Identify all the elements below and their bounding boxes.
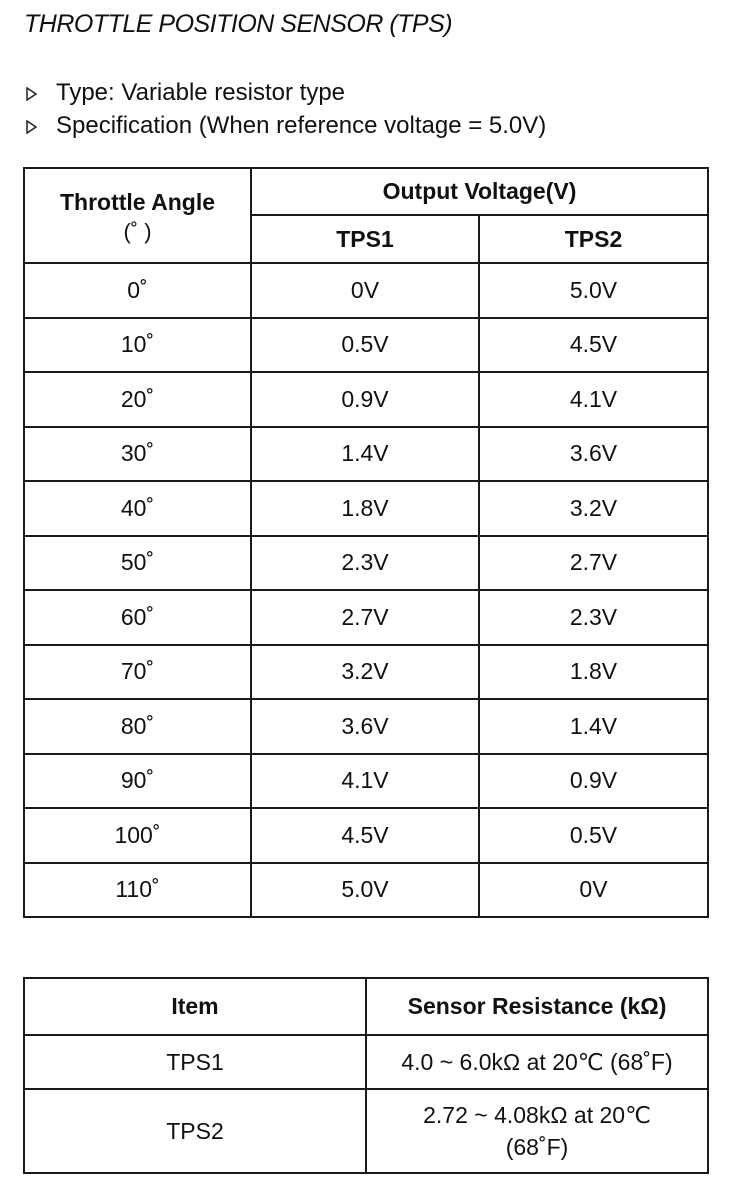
table-row (24, 318, 708, 373)
item-cell: TPS1 (24, 1035, 366, 1089)
throttle-angle-cell: 110˚ (24, 863, 251, 918)
bullet-text: Type: Variable resistor type (56, 79, 346, 106)
tps2-voltage-cell: 0.9V (479, 754, 708, 809)
resistance-cell: 4.0 ~ 6.0kΩ at 20℃ (68˚F) (366, 1035, 708, 1089)
tps2-voltage-cell: 3.2V (479, 481, 708, 536)
tps1-voltage-cell: 4.1V (251, 754, 479, 809)
tps1-voltage-cell: 2.7V (251, 590, 479, 645)
table-row (24, 590, 708, 645)
throttle-angle-cell: 100˚ (24, 808, 251, 863)
bullet-specification (26, 109, 546, 142)
table-row (24, 427, 708, 482)
output-voltage-rows (24, 263, 708, 917)
tps2-voltage-cell: 1.4V (479, 699, 708, 754)
tps2-voltage-cell: 2.7V (479, 536, 708, 591)
tps1-voltage-cell: 2.3V (251, 536, 479, 591)
tps2-voltage-cell: 3.6V (479, 427, 708, 482)
table-row (24, 372, 708, 427)
table-row (24, 863, 708, 918)
throttle-angle-label: Throttle Angle (59, 188, 216, 215)
tps1-voltage-cell: 4.5V (251, 808, 479, 863)
tps2-voltage-cell: 1.8V (479, 645, 708, 700)
sensor-resistance-table (23, 977, 709, 1174)
table-row (24, 536, 708, 591)
tps1-voltage-cell: 0V (251, 263, 479, 318)
output-voltage-header: Output Voltage(V) (251, 168, 708, 215)
table-row (24, 1035, 708, 1089)
throttle-angle-unit: (˚ ) (123, 218, 152, 244)
resistance-line: 2.72 ~ 4.08kΩ at 20℃ (423, 1102, 651, 1128)
throttle-angle-cell: 20˚ (24, 372, 251, 427)
item-header: Item (24, 978, 366, 1035)
throttle-angle-cell: 60˚ (24, 590, 251, 645)
tps1-voltage-cell: 1.8V (251, 481, 479, 536)
throttle-angle-cell: 80˚ (24, 699, 251, 754)
sensor-resistance-header: Sensor Resistance (kΩ) (366, 978, 708, 1035)
tps2-voltage-cell: 2.3V (479, 590, 708, 645)
table-row (24, 1089, 708, 1173)
throttle-angle-cell: 90˚ (24, 754, 251, 809)
throttle-angle-header (24, 168, 251, 263)
tps2-voltage-cell: 5.0V (479, 263, 708, 318)
resistance-cell (366, 1089, 708, 1173)
bullet-type (26, 76, 546, 109)
table-row (24, 699, 708, 754)
triangle-bullet-icon (26, 120, 37, 134)
bullet-list (26, 76, 546, 142)
tps1-voltage-cell: 3.2V (251, 645, 479, 700)
tps1-voltage-cell: 1.4V (251, 427, 479, 482)
throttle-angle-cell: 70˚ (24, 645, 251, 700)
tps1-voltage-cell: 0.9V (251, 372, 479, 427)
table-row (24, 754, 708, 809)
tps1-voltage-cell: 5.0V (251, 863, 479, 918)
throttle-angle-cell: 10˚ (24, 318, 251, 373)
tps2-voltage-cell: 4.1V (479, 372, 708, 427)
item-cell: TPS2 (24, 1089, 366, 1173)
tps2-voltage-cell: 0.5V (479, 808, 708, 863)
table-row (24, 808, 708, 863)
table-row (24, 263, 708, 318)
tps1-voltage-cell: 0.5V (251, 318, 479, 373)
bullet-text: Specification (When reference voltage = 5.0V) (56, 112, 547, 139)
table-row (24, 645, 708, 700)
tps2-column-header: TPS2 (479, 215, 708, 263)
triangle-bullet-icon (26, 87, 37, 101)
table-row (24, 481, 708, 536)
tps2-voltage-cell: 4.5V (479, 318, 708, 373)
page-title: THROTTLE POSITION SENSOR (TPS) (24, 10, 453, 38)
throttle-angle-cell: 40˚ (24, 481, 251, 536)
output-voltage-table (23, 167, 709, 918)
throttle-angle-cell: 0˚ (24, 263, 251, 318)
tps2-voltage-cell: 0V (479, 863, 708, 918)
throttle-angle-cell: 50˚ (24, 536, 251, 591)
tps1-voltage-cell: 3.6V (251, 699, 479, 754)
throttle-angle-cell: 30˚ (24, 427, 251, 482)
tps1-column-header: TPS1 (251, 215, 479, 263)
resistance-line: (68˚F) (505, 1134, 569, 1160)
